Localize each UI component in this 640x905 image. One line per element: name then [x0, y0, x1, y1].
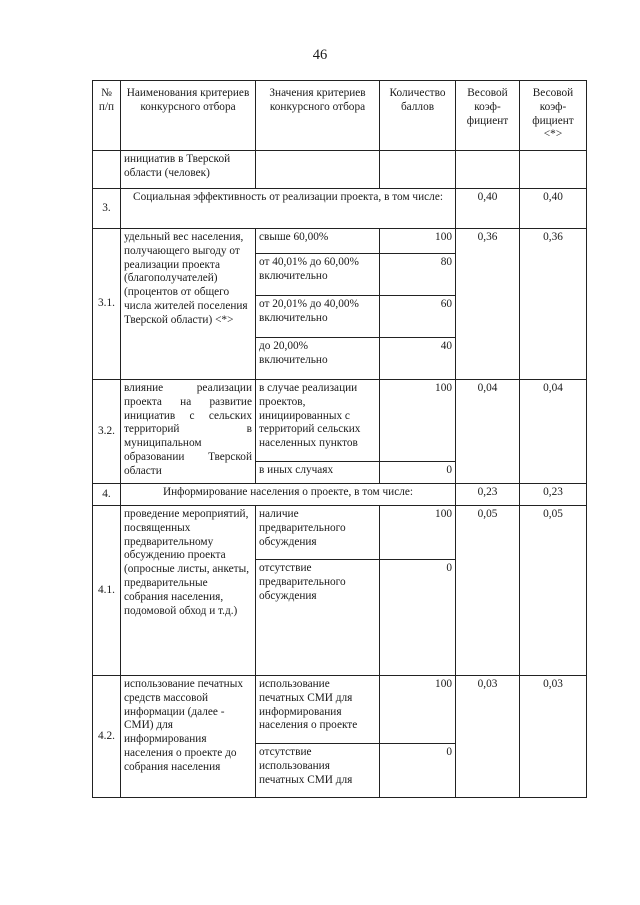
row-3-1-option-1-value: свыше 60,00% — [256, 229, 380, 254]
continuation-row — [93, 151, 587, 189]
table-row — [93, 506, 587, 560]
header-name: Наименования критериев конкурсного отбора — [121, 81, 256, 151]
table-header-row — [93, 81, 587, 151]
row-3-1-option-2-points: 80 — [380, 254, 456, 296]
row-3-2-option-1-value: в случае реализации проектов, инициированных с территорий сельских населенных пунктов — [256, 380, 380, 462]
row-3-2-weight-1: 0,04 — [456, 380, 520, 484]
row-4-2-name: использование печатных средств массовой информации (далее - СМИ) для информирования населения о проекте до собрания населения — [121, 676, 256, 798]
row-4-1-option-1-value: наличие предварительного обсуждения — [256, 506, 380, 560]
row-4-1-weight-2: 0,05 — [520, 506, 587, 676]
row-3-1-option-3-points: 60 — [380, 296, 456, 338]
row-3-1-number: 3.1. — [93, 229, 121, 380]
row-3-1-option-4-points: 40 — [380, 338, 456, 380]
continuation-name: инициатив в Тверской области (человек) — [121, 151, 256, 189]
section-4-number: 4. — [93, 484, 121, 506]
row-3-1-weight-2: 0,36 — [520, 229, 587, 380]
header-weight-2: Весовой коэф-фициент <*> — [520, 81, 587, 151]
section-3-number: 3. — [93, 189, 121, 229]
row-3-1-name: удельный вес населения, получающего выгоду от реализации проекта (благополучателей) (процентов от общего числа жителей поселения Тверской области) <*> — [121, 229, 256, 380]
page-number: 46 — [312, 47, 328, 63]
table-row — [93, 229, 587, 254]
row-3-1-option-2-value: от 40,01% до 60,00% включительно — [256, 254, 380, 296]
table-row — [93, 676, 587, 744]
row-4-2-weight-1: 0,03 — [456, 676, 520, 798]
row-3-1-option-4-value: до 20,00% включительно — [256, 338, 380, 380]
row-3-2-name: влияние реализации проекта на развитие инициатив с сельских территорий в муниципальном образовании Тверской области — [121, 380, 256, 484]
row-3-1-option-3-value: от 20,01% до 40,00% включительно — [256, 296, 380, 338]
row-4-1-option-2-points: 0 — [380, 560, 456, 676]
section-row-4 — [93, 484, 587, 506]
row-4-1-weight-1: 0,05 — [456, 506, 520, 676]
section-3-title: Социальная эффективность от реализации проекта, в том числе: — [121, 189, 456, 229]
row-4-2-weight-2: 0,03 — [520, 676, 587, 798]
header-weight-1: Весовой коэф-фициент — [456, 81, 520, 151]
row-3-2-option-1-points: 100 — [380, 380, 456, 462]
row-3-2-option-2-points: 0 — [380, 462, 456, 484]
row-4-2-option-1-points: 100 — [380, 676, 456, 744]
row-4-2-option-1-value: использование печатных СМИ для информирования населения о проекте — [256, 676, 380, 744]
section-4-weight-2: 0,23 — [520, 484, 587, 506]
row-4-2-option-2-points: 0 — [380, 744, 456, 798]
section-4-title: Информирование населения о проекте, в том числе: — [121, 484, 456, 506]
header-num: № п/п — [93, 81, 121, 151]
row-3-1-option-1-points: 100 — [380, 229, 456, 254]
header-values: Значения критериев конкурсного отбора — [256, 81, 380, 151]
row-4-1-option-1-points: 100 — [380, 506, 456, 560]
row-3-2-number: 3.2. — [93, 380, 121, 484]
section-row-3 — [93, 189, 587, 229]
row-3-2-option-2-value: в иных случаях — [256, 462, 380, 484]
section-3-weight-1: 0,40 — [456, 189, 520, 229]
row-4-1-number: 4.1. — [93, 506, 121, 676]
table-row — [93, 380, 587, 462]
row-4-2-option-2-value: отсутствие использования печатных СМИ для — [256, 744, 380, 798]
row-3-2-weight-2: 0,04 — [520, 380, 587, 484]
row-4-2-number: 4.2. — [93, 676, 121, 798]
criteria-table — [92, 80, 587, 798]
header-points: Количество баллов — [380, 81, 456, 151]
row-4-1-name: проведение мероприятий, посвященных предварительному обсуждению проекта (опросные листы, анкеты, предварительные собрания населения, подомовой обход и т.д.) — [121, 506, 256, 676]
row-3-1-weight-1: 0,36 — [456, 229, 520, 380]
section-3-weight-2: 0,40 — [520, 189, 587, 229]
section-4-weight-1: 0,23 — [456, 484, 520, 506]
row-4-1-option-2-value: отсутствие предварительного обсуждения — [256, 560, 380, 676]
